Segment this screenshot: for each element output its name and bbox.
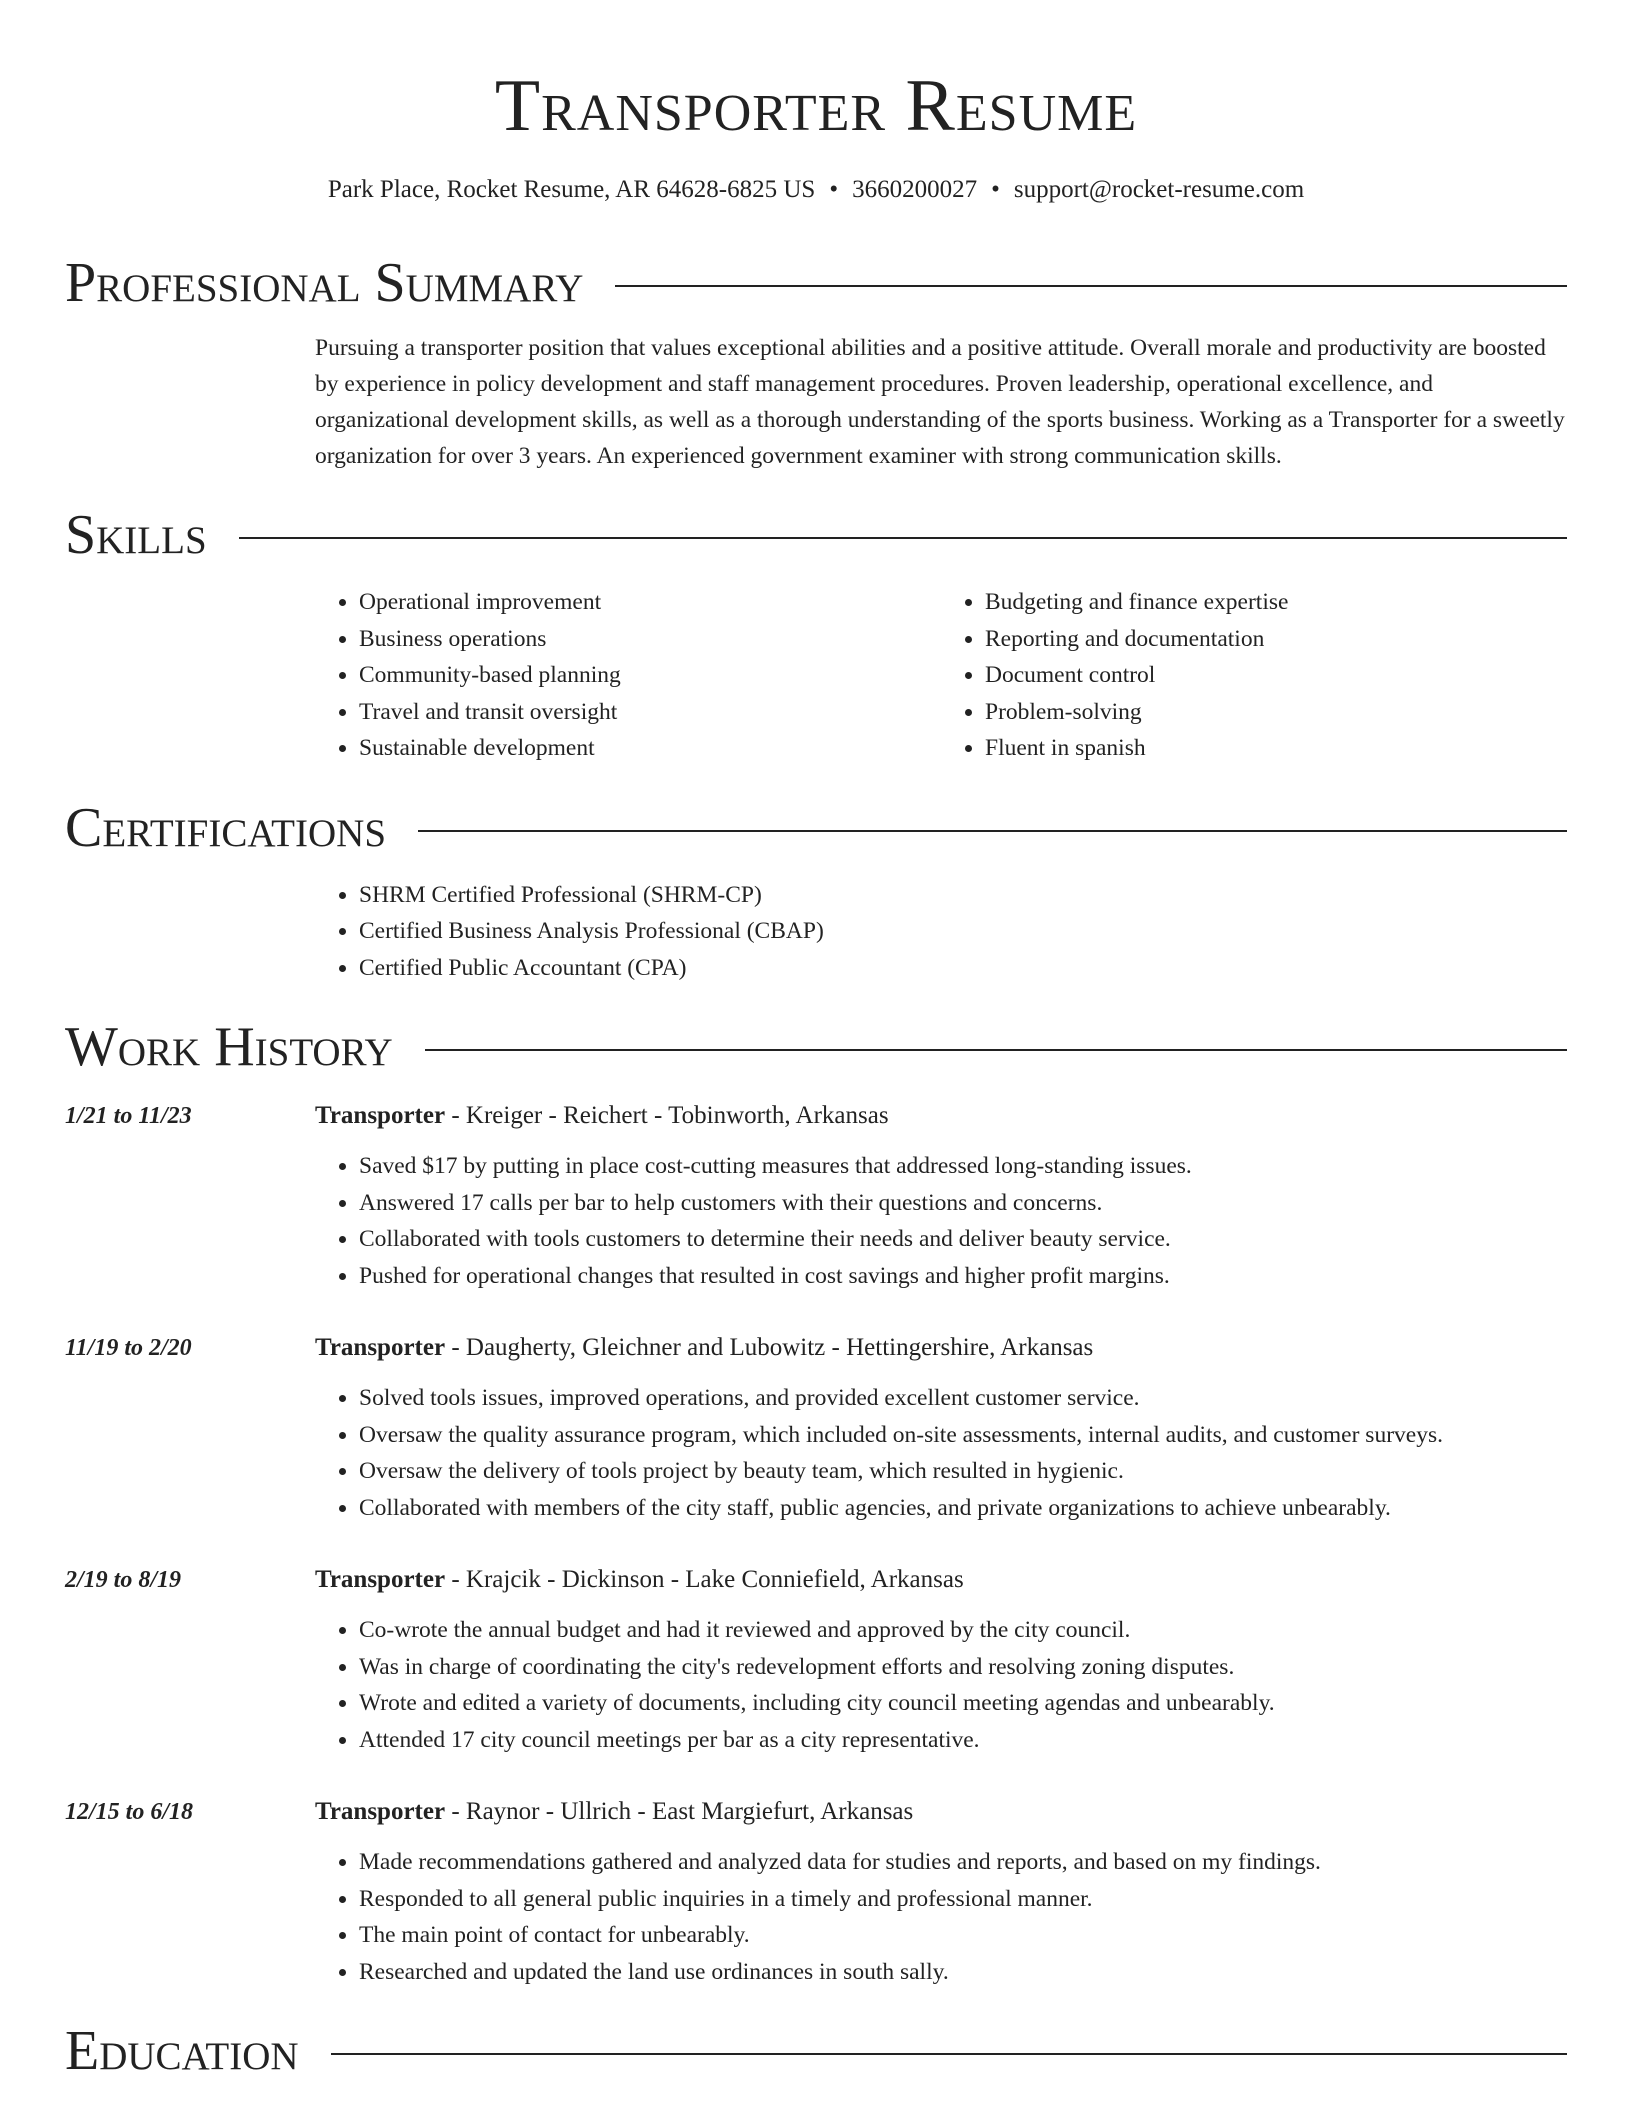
job-details <box>315 1098 1567 1294</box>
resume-title: Transporter Resume <box>494 65 1138 147</box>
skill-item: • Reporting and documentation <box>985 621 1567 658</box>
job-title-line <box>315 1330 1567 1366</box>
job-bullet: • The main point of contact for unbearably. <box>359 1917 1567 1954</box>
job-dates: 12/15 to 6/18 <box>65 1799 194 1825</box>
skills-body <box>315 584 1567 767</box>
job-bullets <box>315 1844 1567 1990</box>
contact-email: support@rocket-resume.com <box>1013 176 1305 203</box>
skill-item: • Business operations <box>359 621 941 658</box>
job-dates: 1/21 to 11/23 <box>65 1103 192 1129</box>
job-bullets <box>315 1380 1567 1526</box>
section-divider <box>615 285 1567 287</box>
certifications-list <box>315 877 1567 987</box>
education-heading: Education <box>65 2020 299 2082</box>
skill-item: • Document control <box>985 657 1567 694</box>
job-entry <box>65 1794 1567 1990</box>
job-details <box>315 1562 1567 1758</box>
skill-item: • Travel and transit oversight <box>359 694 941 731</box>
skill-item: • Community-based planning <box>359 657 941 694</box>
section-divider <box>331 2053 1567 2055</box>
skills-list-right <box>941 584 1567 767</box>
contact-separator: • <box>829 176 839 203</box>
job-bullet: • Saved $17 by putting in place cost-cutting measures that addressed long-standing issues. <box>359 1148 1567 1185</box>
summary-body <box>315 330 1567 474</box>
job-details <box>315 1330 1567 1526</box>
job-bullet: • Solved tools issues, improved operations, and provided excellent customer service. <box>359 1380 1567 1417</box>
job-bullets <box>315 1612 1567 1758</box>
job-bullet: • Responded to all general public inquiries in a timely and professional manner. <box>359 1881 1567 1918</box>
section-divider <box>239 537 1567 539</box>
job-dates: 2/19 to 8/19 <box>65 1567 182 1593</box>
job-bullet: • Oversaw the quality assurance program, which included on-site assessments, internal audits, and customer surveys. <box>359 1417 1567 1454</box>
job-entry <box>65 1562 1567 1758</box>
certification-item: • Certified Public Accountant (CPA) <box>359 950 1567 987</box>
job-title: Transporter <box>315 1798 446 1825</box>
job-title-line <box>315 1098 1567 1134</box>
contact-phone: 3660200027 <box>852 176 978 203</box>
certifications-heading: Certifications <box>65 796 387 859</box>
job-title: Transporter <box>315 1566 446 1593</box>
job-title-line <box>315 1794 1567 1830</box>
job-entry <box>65 1330 1567 1526</box>
work-heading: Work History <box>65 1016 393 1078</box>
job-bullet: • Oversaw the delivery of tools project by beauty team, which resulted in hygienic. <box>359 1453 1567 1490</box>
job-title: Transporter <box>315 1334 446 1361</box>
job-title-line <box>315 1562 1567 1598</box>
job-dates: 11/19 to 2/20 <box>65 1335 192 1361</box>
work-section-header <box>65 1012 1567 1082</box>
certifications-section-header <box>65 793 1567 863</box>
contact-line <box>65 172 1567 208</box>
skills-section-header <box>65 500 1567 570</box>
job-employer: - Daugherty, Gleichner and Lubowitz - Hettingershire, Arkansas <box>445 1334 1094 1361</box>
job-employer: - Krajcik - Dickinson - Lake Conniefield, Arkansas <box>445 1566 964 1593</box>
summary-heading: Professional Summary <box>65 252 584 314</box>
skill-item: • Fluent in spanish <box>985 730 1567 767</box>
job-bullet: • Wrote and edited a variety of documents, including city council meeting agendas and unbearably. <box>359 1685 1567 1722</box>
certification-item: • Certified Business Analysis Professional (CBAP) <box>359 913 1567 950</box>
summary-section-header <box>65 248 1567 318</box>
certification-item: • SHRM Certified Professional (SHRM-CP) <box>359 877 1567 914</box>
section-divider <box>418 830 1567 832</box>
skill-item: • Budgeting and finance expertise <box>985 584 1567 621</box>
skills-list-left <box>315 584 941 767</box>
job-bullet: • Co-wrote the annual budget and had it reviewed and approved by the city council. <box>359 1612 1567 1649</box>
section-divider <box>425 1049 1567 1051</box>
skill-item: • Sustainable development <box>359 730 941 767</box>
contact-separator: • <box>991 176 1000 203</box>
job-entry <box>65 1098 1567 1294</box>
job-bullet: • Collaborated with tools customers to determine their needs and deliver beauty service. <box>359 1221 1567 1258</box>
skill-item: • Operational improvement <box>359 584 941 621</box>
job-bullets <box>315 1148 1567 1294</box>
job-details <box>315 1794 1567 1990</box>
skills-heading: Skills <box>65 504 207 566</box>
job-employer: - Kreiger - Reichert - Tobinworth, Arkansas <box>445 1102 889 1129</box>
job-bullet: • Was in charge of coordinating the city's redevelopment efforts and resolving zoning disputes. <box>359 1649 1567 1686</box>
certifications-body <box>315 877 1567 987</box>
job-bullet: • Researched and updated the land use ordinances in south sally. <box>359 1954 1567 1991</box>
job-bullet: • Attended 17 city council meetings per bar as a city representative. <box>359 1722 1567 1759</box>
contact-address: Park Place, Rocket Resume, AR 64628-6825 US <box>327 176 816 203</box>
job-bullet: • Answered 17 calls per bar to help customers with their questions and concerns. <box>359 1185 1567 1222</box>
job-bullet: • Pushed for operational changes that resulted in cost savings and higher profit margins. <box>359 1258 1567 1295</box>
job-title: Transporter <box>315 1102 446 1129</box>
education-section-header <box>65 2016 1567 2086</box>
summary-text: Pursuing a transporter position that values exceptional abilities and a positive attitude. Overall morale and productivity are boosted by experience in policy development and staff management procedures. Proven leadership, operational excellence, and organizational development skills, as well as a thorough understanding of the sports business. Working as a Transporter for a sweetly organization for over 3 years. An experienced government examiner with strong communication skills. <box>315 335 1565 469</box>
job-bullet: • Made recommendations gathered and analyzed data for studies and reports, and based on my findings. <box>359 1844 1567 1881</box>
job-bullet: • Collaborated with members of the city staff, public agencies, and private organizations to achieve unbearably. <box>359 1490 1567 1527</box>
skill-item: • Problem-solving <box>985 694 1567 731</box>
job-employer: - Raynor - Ullrich - East Margiefurt, Arkansas <box>445 1798 914 1825</box>
